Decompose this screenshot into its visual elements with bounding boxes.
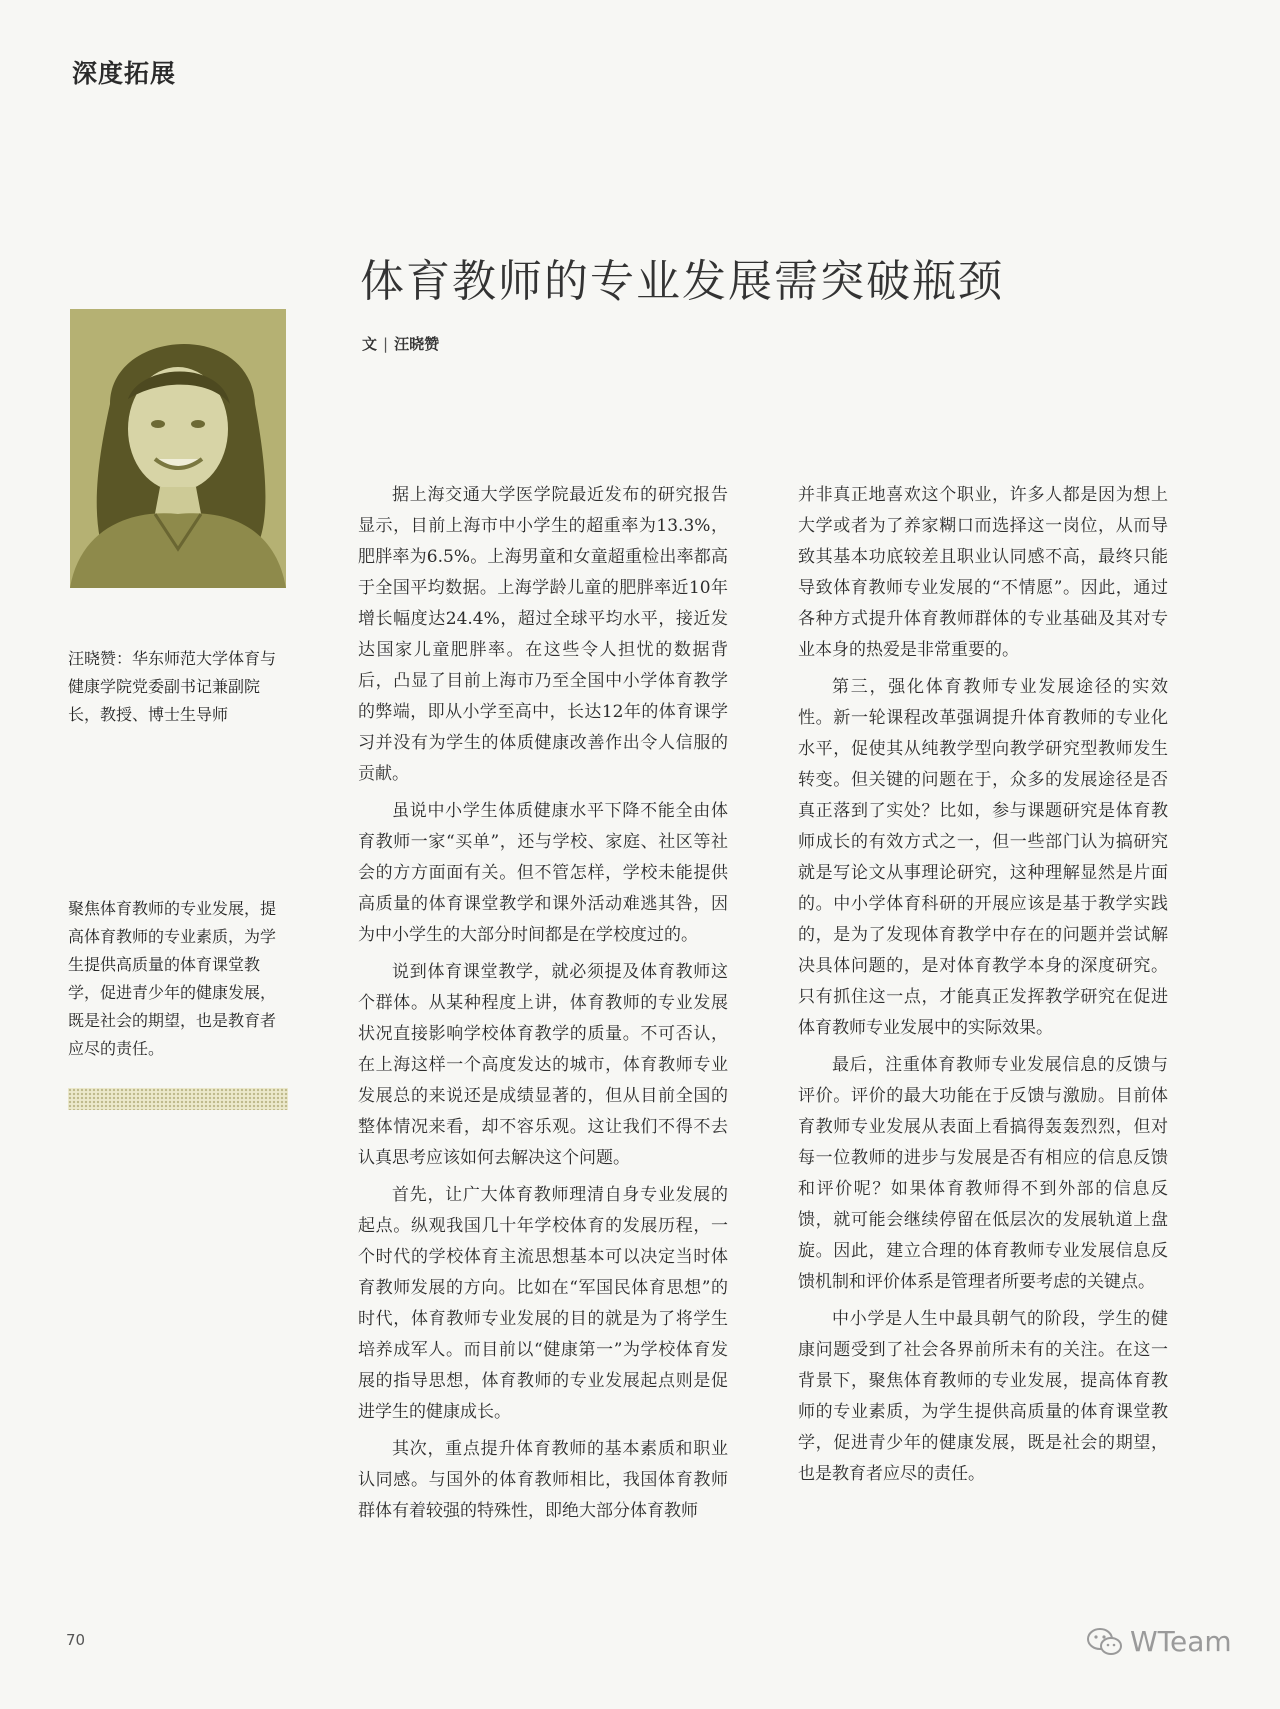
article-title: 体育教师的专业发展需突破瓶颈 <box>360 256 1004 307</box>
byline-separator: | <box>383 335 389 353</box>
paragraph: 第三，强化体育教师专业发展途径的实效性。新一轮课程改革强调提升体育教师的专业化水平，促使其从纯教学型向教学研究型教师发生转变。但关键的问题在于，众多的发展途径是否真正落到了实处？比如，参与课题研究是体育教师成长的有效方式之一，但一些部门认为搞研究就是写论文从事理论研究，这种理解显然是片面的。中小学体育科研的开展应该是基于教学实践的，是为了发现体育教学中存在的问题并尝试解决具体问题的，是对体育教学本身的深度研究。只有抓住这一点，才能真正发挥教学研究在促进体育教师专业发展中的实际效果。 <box>798 677 1168 1038</box>
watermark <box>1086 1625 1232 1658</box>
paragraph-continued: 并非真正地喜欢这个职业，许多人都是因为想上大学或者为了养家糊口而选择这一岗位，从而导致其基本功底较差且职业认同感不高，最终只能导致体育教师专业发展的“不情愿”。因此，通过各种方式提升体育教师群体的专业基础及其对专业本身的热爱是非常重要的。 <box>798 485 1168 660</box>
paragraph: 首先，让广大体育教师理清自身专业发展的起点。纵观我国几十年学校体育的发展历程，一个时代的学校体育主流思想基本可以决定当时体育教师发展的方向。比如在“军国民体育思想”的时代，体育教师专业发展的目的就是为了将学生培养成军人。而目前以“健康第一”为学校体育发展的指导思想，体育教师的专业发展起点则是促进学生的健康成长。 <box>358 1185 728 1422</box>
paragraph: 中小学是人生中最具朝气的阶段，学生的健康问题受到了社会各界前所未有的关注。在这一背景下，聚焦体育教师的专业发展，提高体育教师的专业素质，为学生提供高质量的体育课堂教学，促进青少年的健康发展，既是社会的期望，也是教育者应尽的责任。 <box>798 1309 1168 1484</box>
pull-quote: 聚焦体育教师的专业发展，提高体育教师的专业素质，为学生提供高质量的体育课堂教学，促进青少年的健康发展，既是社会的期望，也是教育者应尽的责任。 <box>68 899 277 1058</box>
body-column-left <box>358 480 728 1533</box>
paragraph: 最后，注重体育教师专业发展信息的反馈与评价。评价的最大功能在于反馈与激励。目前体育教师专业发展从表面上看搞得轰轰烈烈，但对每一位教师的进步与发展是否有相应的信息反馈和评价呢？如果体育教师得不到外部的信息反馈，就可能会继续停留在低层次的发展轨道上盘旋。因此，建立合理的体育教师专业发展信息反馈机制和评价体系是管理者所要考虑的关键点。 <box>798 1055 1168 1292</box>
body-column-right <box>798 480 1168 1496</box>
paragraph: 说到体育课堂教学，就必须提及体育教师这个群体。从某种程度上讲，体育教师的专业发展状况直接影响学校体育教学的质量。不可否认，在上海这样一个高度发达的城市，体育教师专业发展总的来说还是成绩显著的，但从目前全国的整体情况来看，却不容乐观。这让我们不得不去认真思考应该如何去解决这个问题。 <box>358 962 728 1168</box>
paragraph: 虽说中小学生体质健康水平下降不能全由体育教师一家“买单”，还与学校、家庭、社区等社会的方方面面有关。但不管怎样，学校未能提供高质量的体育课堂教学和课外活动难逃其咎，因为中小学生的大部分时间都是在学校度过的。 <box>358 801 728 945</box>
author-photo <box>70 309 286 588</box>
author-portrait-icon <box>70 309 286 588</box>
watermark-text: WTeam <box>1130 1625 1232 1658</box>
decorative-dot-bar <box>68 1088 288 1110</box>
paragraph: 其次，重点提升体育教师的基本素质和职业认同感。与国外的体育教师相比，我国体育教师群体有着较强的特殊性，即绝大部分体育教师 <box>358 1439 728 1521</box>
page-number: 70 <box>66 1631 86 1649</box>
paragraph: 据上海交通大学医学院最近发布的研究报告显示，目前上海市中小学生的超重率为13.3%，肥胖率为6.5%。上海男童和女童超重检出率都高于全国平均数据。上海学龄儿童的肥胖率近10年增长幅度达24.4%，超过全球平均水平，接近发达国家儿童肥胖率。在这些令人担忧的数据背后，凸显了目前上海市乃至全国中小学体育教学的弊端，即从小学至高中，长达12年的体育课学习并没有为学生的体质健康改善作出令人信服的贡献。 <box>358 485 728 784</box>
wechat-icon <box>1086 1626 1124 1658</box>
byline <box>362 333 439 354</box>
author-bio: 汪晓赞：华东师范大学体育与健康学院党委副书记兼副院长，教授、博士生导师 <box>68 649 277 724</box>
section-label: 深度拓展 <box>72 59 177 88</box>
byline-prefix: 文 <box>362 335 378 353</box>
author-name: 汪晓赞 <box>394 335 440 353</box>
